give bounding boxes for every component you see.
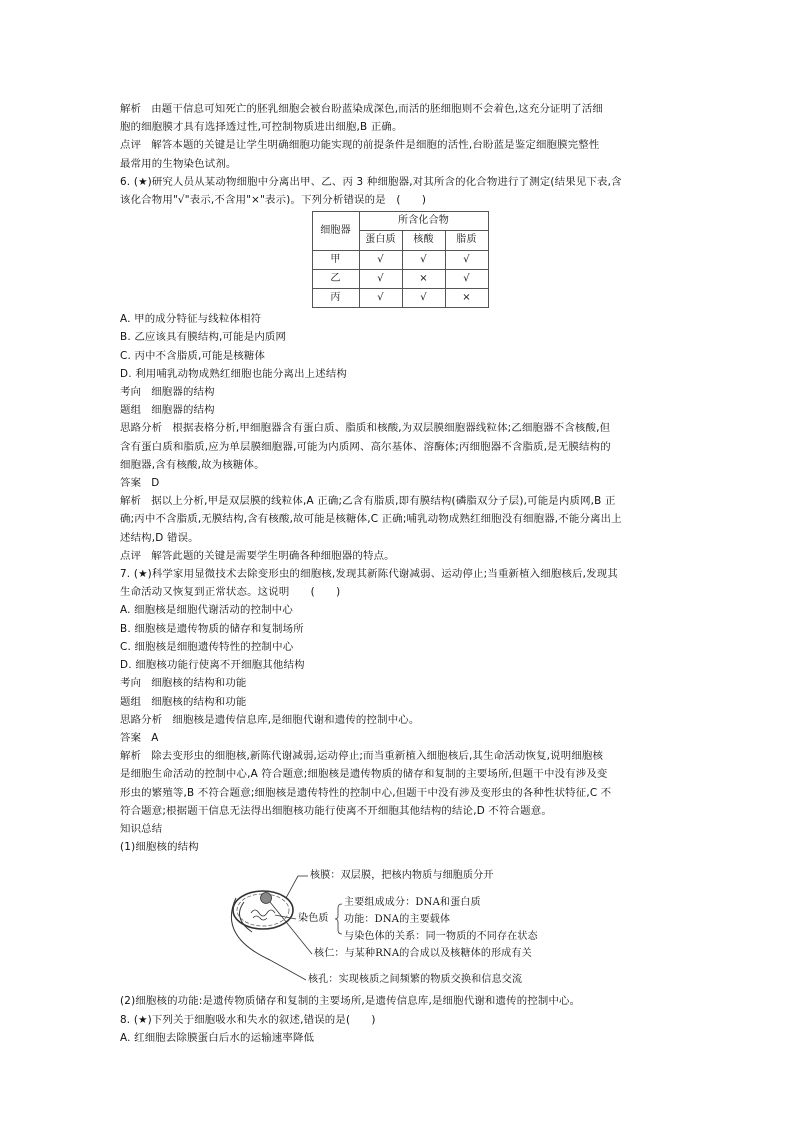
table-row bbox=[312, 269, 488, 288]
table-cell: × bbox=[402, 269, 445, 288]
nucleus-diagram bbox=[120, 858, 680, 992]
table-cell: √ bbox=[359, 289, 402, 308]
question-6-stem: 6. (★)研究人员从某动物细胞中分离出甲、乙、丙 3 种细胞器,对其所含的化合物进行了测定(结果见下表,含 bbox=[120, 175, 622, 188]
text-line: 形虫的繁殖等,B 不符合题意;细胞核是遗传特性的控制中心,但题干中没有涉及变形虫的各种性状特征,C 不 bbox=[120, 786, 612, 799]
label-nuclear-pore: 核孔：实现核质之间频繁的物质交换和信息交流 bbox=[308, 974, 523, 986]
text-line: 最常用的生物染色试剂。 bbox=[120, 157, 237, 170]
option-d: D. 利用哺乳动物成熟红细胞也能分离出上述结构 bbox=[120, 367, 348, 380]
section-heading: 知识总结 bbox=[120, 822, 163, 835]
text-line: 解析 由题干信息可知死亡的胚乳细胞会被台盼蓝染成深色,而活的胚细胞则不会着色,这充分证明了活细 bbox=[120, 103, 603, 115]
question-6-stem: 该化合物用"√"表示,不含用"×"表示)。下列分析错误的是 ( ) bbox=[120, 194, 427, 207]
text-line: 述结构,D 错误。 bbox=[120, 531, 199, 544]
table-cell: √ bbox=[402, 289, 445, 308]
option-a: A. 甲的成分特征与线粒体相符 bbox=[120, 313, 262, 326]
table-cell: √ bbox=[402, 250, 445, 269]
table-row bbox=[312, 289, 488, 308]
label-dianping: 点评 bbox=[120, 139, 142, 152]
table-col-header: 核酸 bbox=[402, 231, 445, 250]
text-line: 题组 细胞核的结构和功能 bbox=[120, 695, 247, 708]
option-c: C. 细胞核是细胞遗传特性的控制中心 bbox=[120, 640, 294, 653]
label-nuclear-membrane: 核膜：双层膜，把核内物质与细胞质分开 bbox=[310, 870, 494, 882]
text-line: 是细胞生命活动的控制中心,A 符合题意;细胞核是遗传物质的储存和复制的主要场所,但题干中没有涉及变 bbox=[120, 768, 608, 781]
row-label: 甲 bbox=[312, 250, 359, 269]
table-corner: 细胞器 bbox=[312, 212, 359, 250]
table-cell: × bbox=[445, 289, 488, 308]
option-b: B. 细胞核是遗传物质的储存和复制场所 bbox=[120, 622, 304, 635]
option-a: A. 红细胞去除膜蛋白后水的运输速率降低 bbox=[120, 1031, 315, 1044]
text-line: 含有蛋白质和脂质,应为单层膜细胞器,可能为内质网、高尔基体、溶酶体;丙细胞器不含脂质,是无膜结构的 bbox=[120, 440, 611, 453]
text-line: 考向 细胞器的结构 bbox=[120, 386, 215, 399]
text-line: 思路分析 细胞核是遗传信息库,是细胞代谢和遗传的控制中心。 bbox=[120, 713, 420, 726]
text-line: 思路分析 根据表格分析,甲细胞器含有蛋白质、脂质和核酸,为双层膜细胞器线粒体;乙细胞器不含核酸,但 bbox=[120, 422, 611, 435]
question-8-stem: 8. (★)下列关于细胞吸水和失水的叙述,错误的是( ) bbox=[120, 1013, 376, 1026]
table-cell: √ bbox=[445, 269, 488, 288]
text-line: 符合题意;根据题干信息无法得出细胞核功能行使离不开细胞其他结构的结论,D 不符合题意。 bbox=[120, 804, 552, 817]
table-cell: √ bbox=[445, 250, 488, 269]
table-cell: √ bbox=[359, 250, 402, 269]
text-line: 答案 A bbox=[120, 731, 159, 744]
option-d: D. 细胞核功能行使离不开细胞其他结构 bbox=[120, 659, 305, 672]
table-group-header: 所含化合物 bbox=[359, 212, 488, 231]
text-line: (2)细胞核的功能:是遗传物质储存和复制的主要场所,是遗传信息库,是细胞代谢和遗传的控制中心。 bbox=[120, 995, 581, 1008]
label-nucleolus: 核仁：与某种RNA的合成以及核糖体的形成有关 bbox=[314, 948, 532, 960]
text-line: (1)细胞核的结构 bbox=[120, 841, 199, 854]
label-chromatin: 染色质 bbox=[298, 913, 329, 925]
text-line: 点评 解答本题的关键是让学生明确细胞功能实现的前提条件是细胞的活性,台盼蓝是鉴定细胞膜完整性 bbox=[120, 139, 600, 152]
label-chromatin-2: 功能：DNA的主要载体 bbox=[344, 914, 451, 926]
row-label: 乙 bbox=[312, 269, 359, 288]
text-line: 点评 解答此题的关键是需要学生明确各种细胞器的特点。 bbox=[120, 549, 395, 562]
row-label: 丙 bbox=[312, 289, 359, 308]
text-line: 考向 细胞核的结构和功能 bbox=[120, 677, 247, 690]
compound-table bbox=[312, 211, 489, 308]
text-line: 解析 据以上分析,甲是双层膜的线粒体,A 正确;乙含有脂质,即有膜结构(磷脂双分子层),可能是内质网,B 正 bbox=[120, 495, 616, 508]
table-col-header: 脂质 bbox=[445, 231, 488, 250]
text-line: 确;丙中不含脂质,无膜结构,含有核酸,故可能是核糖体,C 正确;哺乳动物成熟红细胞没有细胞器,不能分离出上 bbox=[120, 513, 622, 526]
text-line: 题组 细胞器的结构 bbox=[120, 404, 215, 417]
option-b: B. 乙应该具有膜结构,可能是内质网 bbox=[120, 331, 287, 344]
label-jiexi: 解析 bbox=[120, 103, 142, 115]
text-line: 胞的细胞膜才具有选择透过性,可控制物质进出细胞,B 正确。 bbox=[120, 121, 403, 134]
text-line: 细胞器,含有核酸,故为核糖体。 bbox=[120, 458, 265, 471]
text-line: 解析 除去变形虫的细胞核,新陈代谢减弱,运动停止;而当重新植入细胞核后,其生命活动恢复,说明细胞核 bbox=[120, 750, 604, 763]
document-body bbox=[120, 100, 680, 1047]
label-chromatin-1: 主要组成成分：DNA和蛋白质 bbox=[344, 897, 481, 909]
compound-table-wrap bbox=[120, 211, 680, 308]
label-chromatin-3: 与染色体的关系：同一物质的不同存在状态 bbox=[344, 931, 538, 943]
question-7-stem: 7. (★)科学家用显微技术去除变形虫的细胞核,发现其新陈代谢减弱、运动停止;当重新植入细胞核后,发现其 bbox=[120, 568, 618, 581]
table-cell: √ bbox=[359, 269, 402, 288]
table-col-header: 蛋白质 bbox=[359, 231, 402, 250]
question-7-stem: 生命活动又恢复到正常状态。这说明 ( ) bbox=[120, 586, 341, 599]
option-c: C. 丙中不含脂质,可能是核糖体 bbox=[120, 349, 266, 362]
table-row bbox=[312, 250, 488, 269]
text-line: 答案 D bbox=[120, 477, 160, 490]
option-a: A. 细胞核是细胞代谢活动的控制中心 bbox=[120, 604, 293, 617]
